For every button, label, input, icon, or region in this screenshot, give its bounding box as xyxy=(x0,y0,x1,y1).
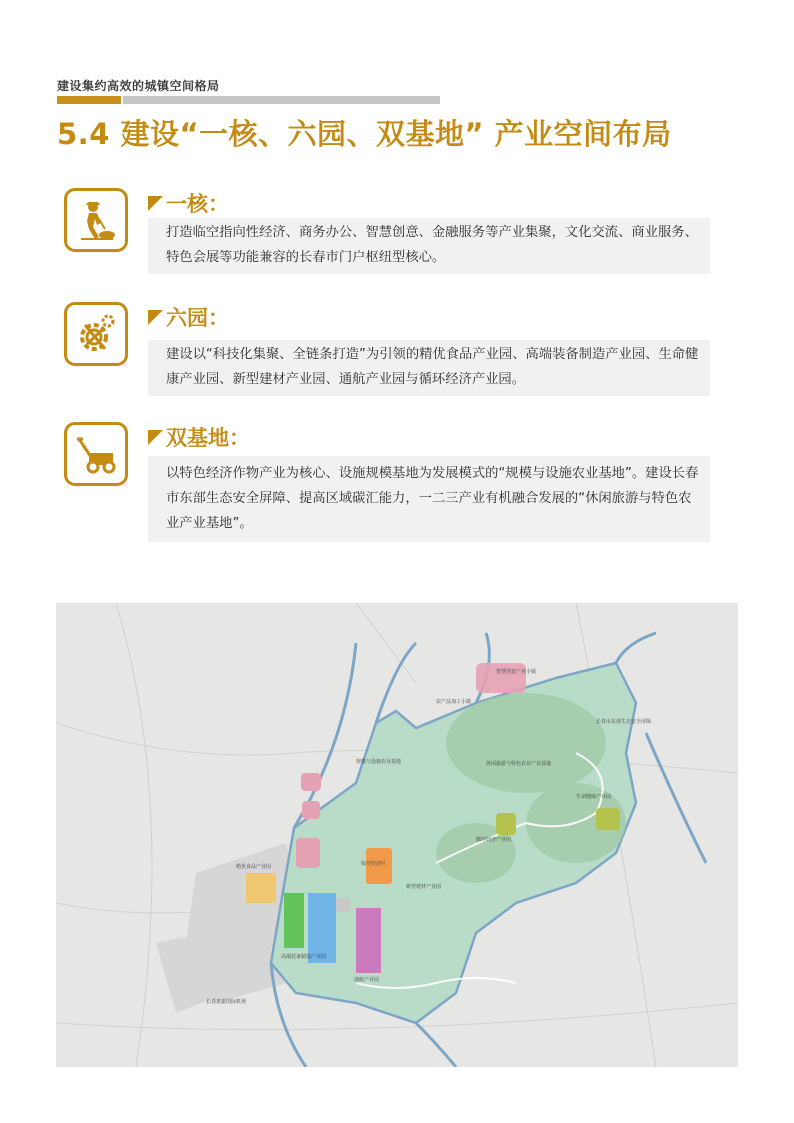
map-label: 精优食品产业园 xyxy=(236,864,272,870)
map-label: 休闲旅游与特色农业产业基地 xyxy=(486,761,552,767)
section-body: 建设以“科技化集聚、全链条打造”为引领的精优食品产业园、高端装备制造产业园、生命健康产业园、新型建材产业园、通航产业园与循环经济产业园。 xyxy=(148,340,710,396)
map-label: 农产品加工小镇 xyxy=(436,699,472,705)
worker-icon xyxy=(64,188,128,252)
olive-zone-2 xyxy=(596,808,620,830)
running-title: 建设集约高效的城镇空间格局 xyxy=(57,79,220,93)
header-accent-bar xyxy=(57,96,121,104)
blue-zone xyxy=(308,893,336,963)
map-label: 长春龙嘉国际机场 xyxy=(206,999,247,1005)
purple-zone xyxy=(356,908,381,973)
map-label: 通航产业园 xyxy=(354,977,380,983)
industry-layout-map xyxy=(56,603,738,1067)
map-label: 生命健康产业园 xyxy=(576,794,612,800)
section-heading: 一核： xyxy=(148,188,229,218)
map-label: 高端装备制造产业园 xyxy=(281,954,327,960)
gray-zone xyxy=(336,898,350,912)
section-heading: 六园： xyxy=(148,302,229,332)
pink-zone-3 xyxy=(296,838,320,868)
header-gray-bar xyxy=(123,96,440,104)
gear-wrench-icon xyxy=(64,302,128,366)
pink-zone-1 xyxy=(301,773,321,791)
pink-zone-airport xyxy=(476,663,526,693)
map-label: 规模与设施农业基地 xyxy=(356,759,402,765)
map-label: 临空经济区 xyxy=(361,861,387,867)
page-title: 5.4 建设“一核、六园、双基地” 产业空间布局 xyxy=(57,117,672,151)
section-body: 以特色经济作物产业为核心、设施规模基地为发展模式的“规模与设施农业基地”。建设长春市东部生态安全屏障、提高区域碳汇能力，一二三产业有机融合发展的“休闲旅游与特色农业产业基地”。 xyxy=(148,456,710,542)
map-label: 新型建材产业园 xyxy=(406,884,442,890)
map-label: 循环经济产业园 xyxy=(476,837,512,843)
map-label: 智慧创意产业小镇 xyxy=(496,669,537,675)
section-heading: 双基地： xyxy=(148,422,250,452)
yellow-zone xyxy=(246,873,276,903)
olive-zone-1 xyxy=(496,813,516,835)
lawn-mower-icon xyxy=(64,422,128,486)
map-label: 长春市东部生态安全屏障 xyxy=(596,719,652,725)
section-body: 打造临空指向性经济、商务办公、智慧创意、金融服务等产业集聚，文化交流、商业服务、特色会展等功能兼容的长春市门户枢纽型核心。 xyxy=(148,218,710,274)
green-zone-left xyxy=(284,893,304,948)
pink-zone-2 xyxy=(302,801,320,819)
